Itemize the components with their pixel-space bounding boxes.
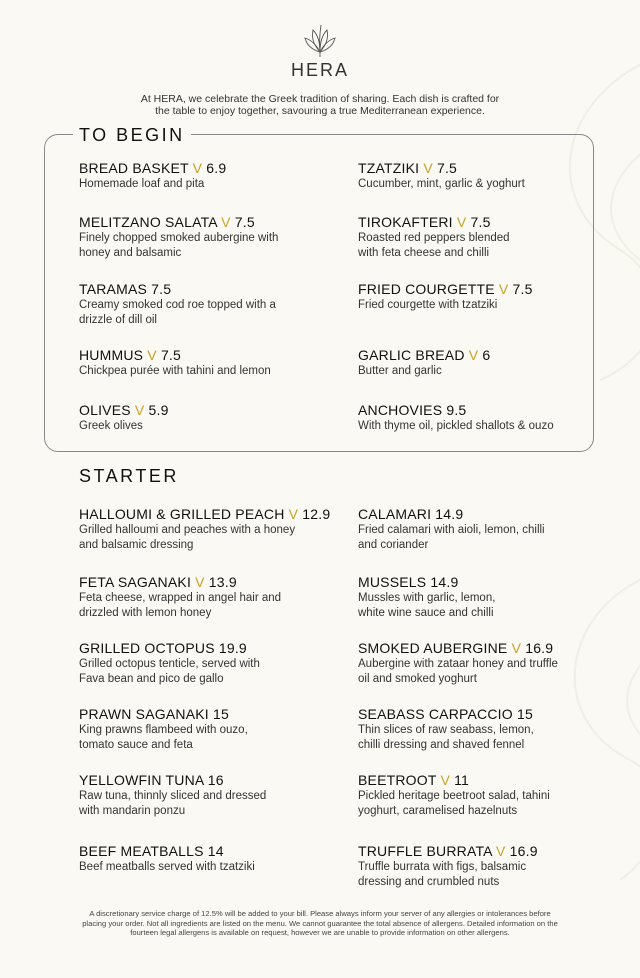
dish-name: TZATZIKI	[358, 160, 420, 176]
dish-price: 19.9	[218, 640, 247, 656]
dish-price: 7.5	[151, 281, 172, 297]
section-title-starter: STARTER	[73, 466, 185, 487]
dish-description: Grilled octopus tenticle, served with	[79, 658, 260, 670]
dish-description: Truffle burrata with figs, balsamic	[358, 861, 527, 873]
menu-item-title	[79, 347, 339, 364]
dish-price: 7.5	[160, 347, 181, 363]
dish-description: With thyme oil, pickled shallots & ouzo	[358, 420, 554, 432]
footer-line: fourteen legal allergens is available on request, however we are unable to provide information on other allergens.	[130, 928, 510, 937]
dish-description: Thin slices of raw seabass, lemon,	[358, 724, 534, 736]
dish-description: tomato sauce and feta	[79, 739, 193, 751]
dish-price: 9.5	[446, 402, 467, 418]
vegetarian-badge: V	[456, 214, 467, 230]
dish-description: dressing and crumbled nuts	[358, 876, 500, 888]
dish-description: drizzled with lemon honey	[79, 607, 212, 619]
dish-price: 6	[482, 347, 491, 363]
intro-line: At HERA, we celebrate the Greek tradition of sharing. Each dish is crafted for	[140, 93, 500, 105]
menu-item	[79, 214, 339, 261]
menu-item-title	[79, 843, 339, 860]
menu-item-title	[358, 574, 618, 591]
dish-price: 15	[516, 706, 533, 722]
dish-description: Cucumber, mint, garlic & yoghurt	[358, 178, 525, 190]
dish-name: BEEF MEATBALLS	[79, 843, 204, 859]
dish-description: and coriander	[358, 539, 429, 551]
menu-item-title	[79, 506, 339, 523]
brand-name: HERA	[290, 60, 349, 80]
dish-name: BREAD BASKET	[79, 160, 189, 176]
menu-item	[79, 347, 339, 379]
dish-name: TARAMAS	[79, 281, 148, 297]
dish-name: PRAWN SAGANAKI	[79, 706, 209, 722]
dish-name: OLIVES	[79, 402, 131, 418]
dish-description: chilli dressing and shaved fennel	[358, 739, 525, 751]
vegetarian-badge: V	[496, 843, 506, 859]
menu-item-title	[358, 402, 618, 419]
menu-item	[358, 574, 618, 621]
dish-name: CALAMARI	[358, 506, 432, 522]
menu-item	[79, 281, 339, 328]
menu-item	[79, 160, 339, 192]
allergen-footer	[60, 909, 580, 938]
lily-flower-icon	[303, 22, 337, 58]
menu-item-title	[79, 574, 339, 591]
menu-item	[358, 214, 618, 261]
footer-line: A discretionary service charge of 12.5% will be added to your bill. Please always inform your server of any allergies or intolerances before	[89, 909, 551, 918]
menu-item-title	[358, 706, 618, 723]
dish-name: SMOKED AUBERGINE	[358, 640, 508, 656]
dish-description: Feta cheese, wrapped in angel hair and	[79, 592, 282, 604]
dish-name: TRUFFLE BURRATA	[358, 843, 492, 859]
dish-description: Aubergine with zataar honey and truffle	[358, 658, 558, 670]
dish-description: Creamy smoked cod roe topped with a	[79, 299, 276, 311]
menu-item-title	[358, 843, 618, 860]
menu-item	[358, 160, 618, 192]
vegetarian-badge: V	[192, 160, 203, 176]
vegetarian-badge: V	[134, 402, 145, 418]
dish-price: 11	[454, 772, 470, 788]
dish-description: Roasted red peppers blended	[358, 232, 510, 244]
dish-name: GARLIC BREAD	[358, 347, 465, 363]
menu-item	[79, 843, 339, 875]
menu-item-title	[79, 402, 339, 419]
dish-price: 14.9	[430, 574, 459, 590]
dish-description: Finely chopped smoked aubergine with	[79, 232, 279, 244]
dish-description: Raw tuna, thinnly sliced and dressed	[79, 790, 267, 802]
menu-item-title	[79, 772, 339, 789]
menu-item	[358, 640, 618, 687]
vegetarian-badge: V	[498, 281, 509, 297]
dish-description: Homemade loaf and pita	[79, 178, 205, 190]
dish-name: HUMMUS	[79, 347, 144, 363]
menu-item	[79, 706, 339, 753]
vegetarian-badge: V	[511, 640, 522, 656]
dish-description: white wine sauce and chilli	[358, 607, 494, 619]
dish-price: 16	[207, 772, 224, 788]
footer-line: placing your order. Not all ingredients are listed on the menu. We cannot guarantee the total absence of allergens. Detailed information on the	[82, 918, 558, 928]
dish-description: Grilled halloumi and peaches with a honey	[79, 524, 296, 536]
dish-price: 7.5	[512, 281, 533, 297]
intro-text	[0, 93, 640, 117]
menu-item-title	[358, 347, 618, 364]
intro-line: the table to enjoy together, savouring a true Mediterranean experience.	[155, 105, 485, 117]
dish-description: with mandarin ponzu	[79, 805, 186, 817]
dish-price: 13.9	[208, 574, 237, 590]
dish-name: SEABASS CARPACCIO	[358, 706, 513, 722]
menu-item-title	[358, 772, 618, 789]
menu-item-title	[79, 214, 339, 231]
vegetarian-badge: V	[195, 574, 205, 590]
dish-name: MELITZANO SALATA	[79, 214, 218, 230]
menu-item-title	[79, 706, 339, 723]
dish-name: TIROKAFTERI	[358, 214, 453, 230]
dish-description: Fried courgette with tzatziki	[358, 299, 498, 311]
dish-price: 16.9	[509, 843, 538, 859]
dish-description: Pickled heritage beetroot salad, tahini	[358, 790, 550, 802]
menu-item	[358, 347, 618, 379]
vegetarian-badge: V	[147, 347, 157, 363]
menu-item	[358, 706, 618, 753]
menu-item	[358, 281, 618, 313]
dish-description: King prawns flambeed with ouzo,	[79, 724, 248, 736]
dish-description: Butter and garlic	[358, 365, 442, 377]
dish-description: Greek olives	[79, 420, 143, 432]
menu-item-title	[79, 281, 339, 298]
dish-name: YELLOWFIN TUNA	[79, 772, 204, 788]
dish-name: HALLOUMI & GRILLED PEACH	[79, 506, 285, 522]
dish-description: Fava bean and pico de gallo	[79, 673, 224, 685]
menu-item-title	[358, 214, 618, 231]
menu-item	[79, 402, 339, 434]
dish-description: and balsamic dressing	[79, 539, 194, 551]
dish-price: 5.9	[148, 402, 169, 418]
menu-item-title	[79, 640, 339, 657]
menu-item	[358, 843, 618, 890]
dish-price: 15	[212, 706, 229, 722]
menu-item-title	[358, 281, 618, 298]
dish-description: Beef meatballs served with tzatziki	[79, 861, 255, 873]
menu-item	[79, 640, 339, 687]
dish-price: 14.9	[435, 506, 464, 522]
dish-name: FETA SAGANAKI	[79, 574, 192, 590]
dish-description: Fried calamari with aioli, lemon, chilli	[358, 524, 545, 536]
dish-price: 7.5	[234, 214, 255, 230]
menu-item-title	[79, 160, 339, 177]
vegetarian-badge: V	[423, 160, 433, 176]
dish-price: 7.5	[436, 160, 458, 176]
brand-logo	[0, 22, 640, 81]
dish-description: drizzle of dill oil	[79, 314, 157, 326]
dish-description: Mussles with garlic, lemon,	[358, 592, 496, 604]
menu-item-title	[358, 640, 618, 657]
vegetarian-badge: V	[221, 214, 231, 230]
menu-item	[79, 772, 339, 819]
dish-price: 7.5	[470, 214, 491, 230]
dish-description: honey and balsamic	[79, 247, 182, 259]
dish-description: yoghurt, caramelised hazelnuts	[358, 805, 518, 817]
menu-item	[358, 772, 618, 819]
dish-name: BEETROOT	[358, 772, 437, 788]
dish-price: 16.9	[525, 640, 554, 656]
dish-name: GRILLED OCTOPUS	[79, 640, 215, 656]
dish-description: Chickpea purée with tahini and lemon	[79, 365, 271, 377]
section-title-to-begin: TO BEGIN	[73, 125, 191, 146]
menu-item	[79, 574, 339, 621]
dish-price: 6.9	[206, 160, 227, 176]
dish-name: ANCHOVIES	[358, 402, 443, 418]
dish-price: 12.9	[302, 506, 331, 522]
vegetarian-badge: V	[440, 772, 450, 788]
menu-item	[358, 506, 618, 553]
menu-item-title	[358, 506, 618, 523]
dish-name: FRIED COURGETTE	[358, 281, 495, 297]
menu-item	[79, 506, 339, 553]
vegetarian-badge: V	[288, 506, 299, 522]
dish-description: with feta cheese and chilli	[358, 247, 490, 259]
dish-name: MUSSELS	[358, 574, 427, 590]
menu-item-title	[358, 160, 618, 177]
dish-price: 14	[207, 843, 224, 859]
vegetarian-badge: V	[468, 347, 479, 363]
menu-item	[358, 402, 618, 434]
dish-description: oil and smoked yoghurt	[358, 673, 477, 685]
